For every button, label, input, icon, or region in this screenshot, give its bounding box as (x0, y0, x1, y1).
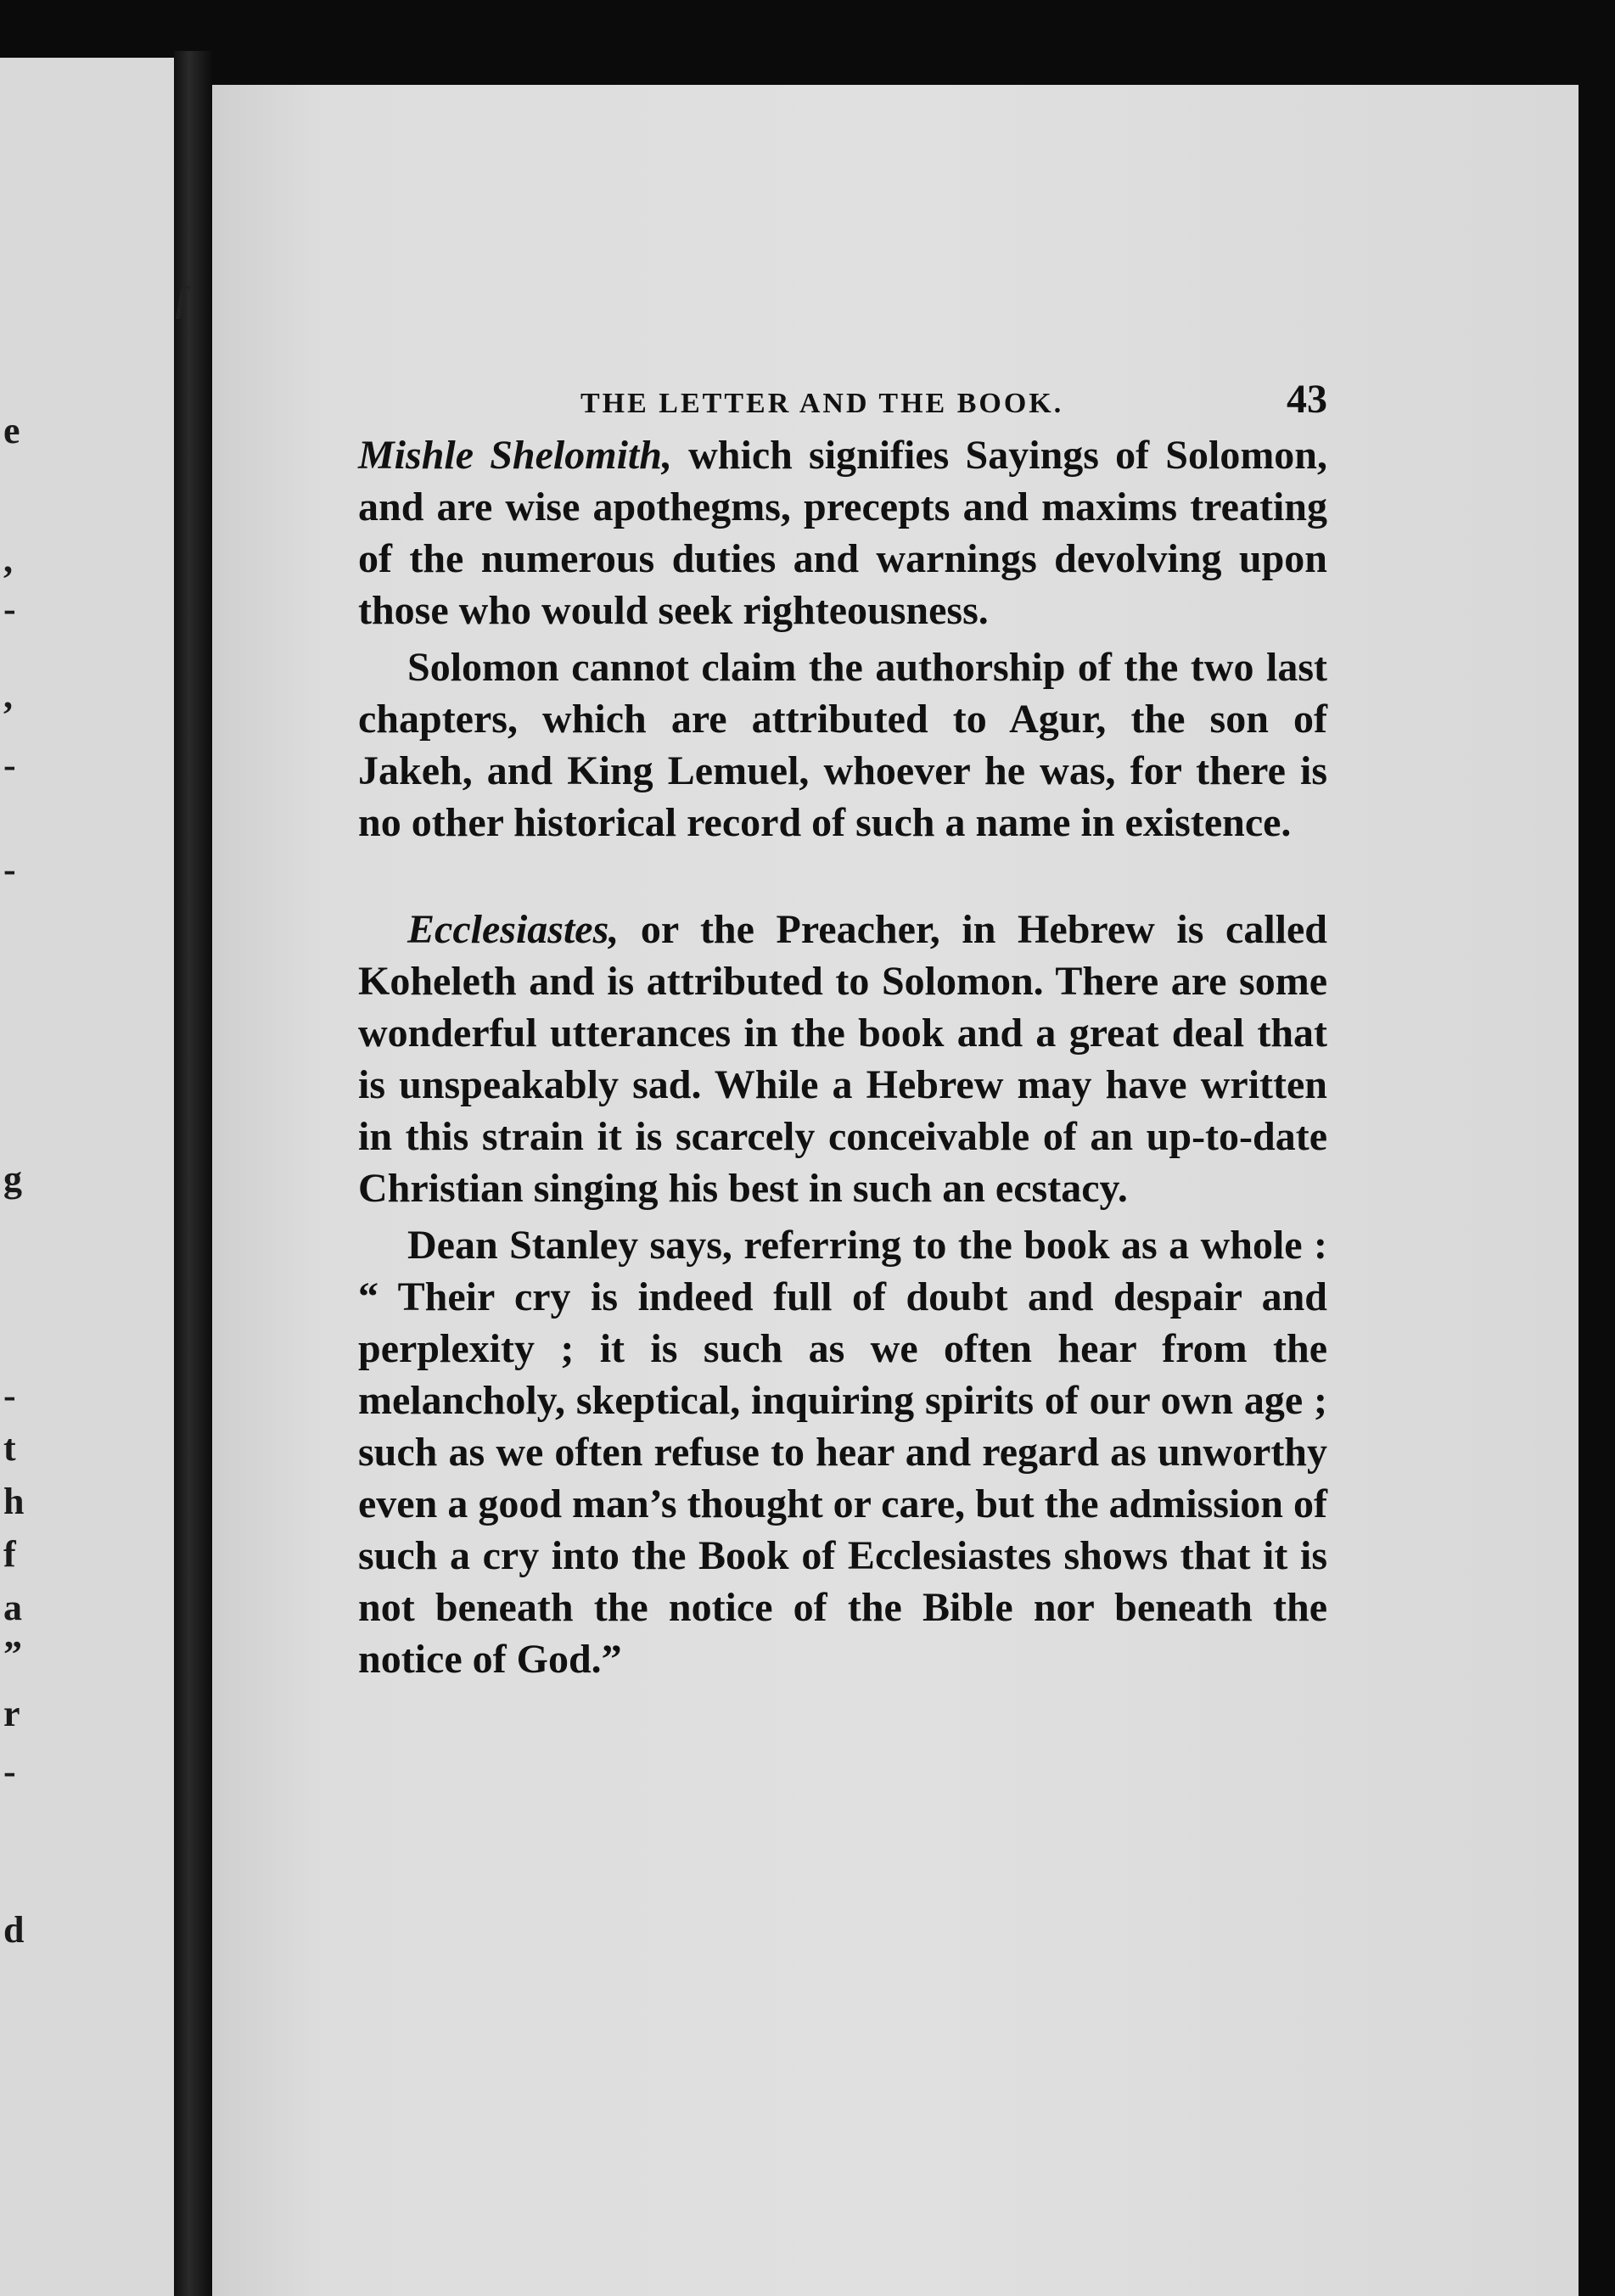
italic-term: Ecclesiastes, (407, 907, 620, 952)
facing-page-fragment: , (3, 675, 13, 716)
facing-page-fragment: g (3, 1158, 22, 1200)
page-text (358, 373, 1327, 1685)
italic-term: Mishle Shelomith, (358, 433, 672, 478)
facing-page-fragment: h (3, 1481, 25, 1522)
book-binding-gutter (174, 51, 212, 2296)
facing-page-edge-text (0, 58, 34, 2296)
facing-page-fragment: , (3, 539, 13, 580)
facing-page-fragment: d (3, 1909, 25, 1951)
paragraph-text: Solomon cannot claim the authorship of the two last chapters, which are attributed to Agur, the son of Jakeh, and King Lemuel, whoever he was, for there is no other historical record of such a name in existence. (358, 645, 1327, 845)
paragraph (358, 641, 1327, 848)
paragraph-text: Dean Stanley says, referring to the book as a whole : “ Their cry is indeed full of doubt and despair and perplexity ; it is such as we often hear from the melancholy, skeptical, inquiring spirits of our own age ; such as we often refuse to hear and regard as unworthy even a good man’s thought or care, but the admission of such a cry into the Book of Ecclesiastes shows that it is not beneath the notice of the Bible nor beneath the notice of God.” (358, 1223, 1327, 1682)
running-head (358, 373, 1327, 429)
facing-page-fragment: e (3, 410, 20, 451)
page-edge-shadow (1579, 76, 1615, 2296)
margin-mark: ſ (176, 281, 188, 320)
facing-page-fragment: - (3, 588, 16, 630)
paragraph (358, 904, 1327, 1214)
running-title: THE LETTER AND THE BOOK. (580, 388, 1064, 419)
facing-page-fragment: f (3, 1533, 16, 1575)
facing-page-fragment: r (3, 1693, 20, 1734)
page-number: 43 (1287, 377, 1327, 422)
facing-page-fragment: a (3, 1587, 22, 1628)
facing-page-fragment: - (3, 848, 16, 890)
facing-page-fragment: ” (3, 1633, 22, 1675)
facing-page-fragment: t (3, 1427, 16, 1469)
facing-page-fragment: - (3, 1750, 16, 1792)
paragraph-text: or the Preacher, in Hebrew is called Koheleth and is attributed to Solomon. There are some wonderful utterances in the book and a great deal that is unspeakably sad. While a Hebrew may have written in this strain it is scarcely conceivable of an up-to-date Christian singing his best in such an ecstacy. (358, 907, 1327, 1211)
facing-page (0, 58, 174, 2296)
paragraph-text: which signifies Sayings of Solomon, and are wise apothegms, precepts and maxims treating of the numerous duties and warnings devolving upon those who would seek righteousness. (358, 433, 1327, 633)
section-break (358, 848, 1327, 904)
facing-page-fragment: - (3, 1375, 16, 1416)
paragraph (358, 1219, 1327, 1685)
facing-page-fragment: - (3, 744, 16, 786)
paragraph (358, 429, 1327, 636)
